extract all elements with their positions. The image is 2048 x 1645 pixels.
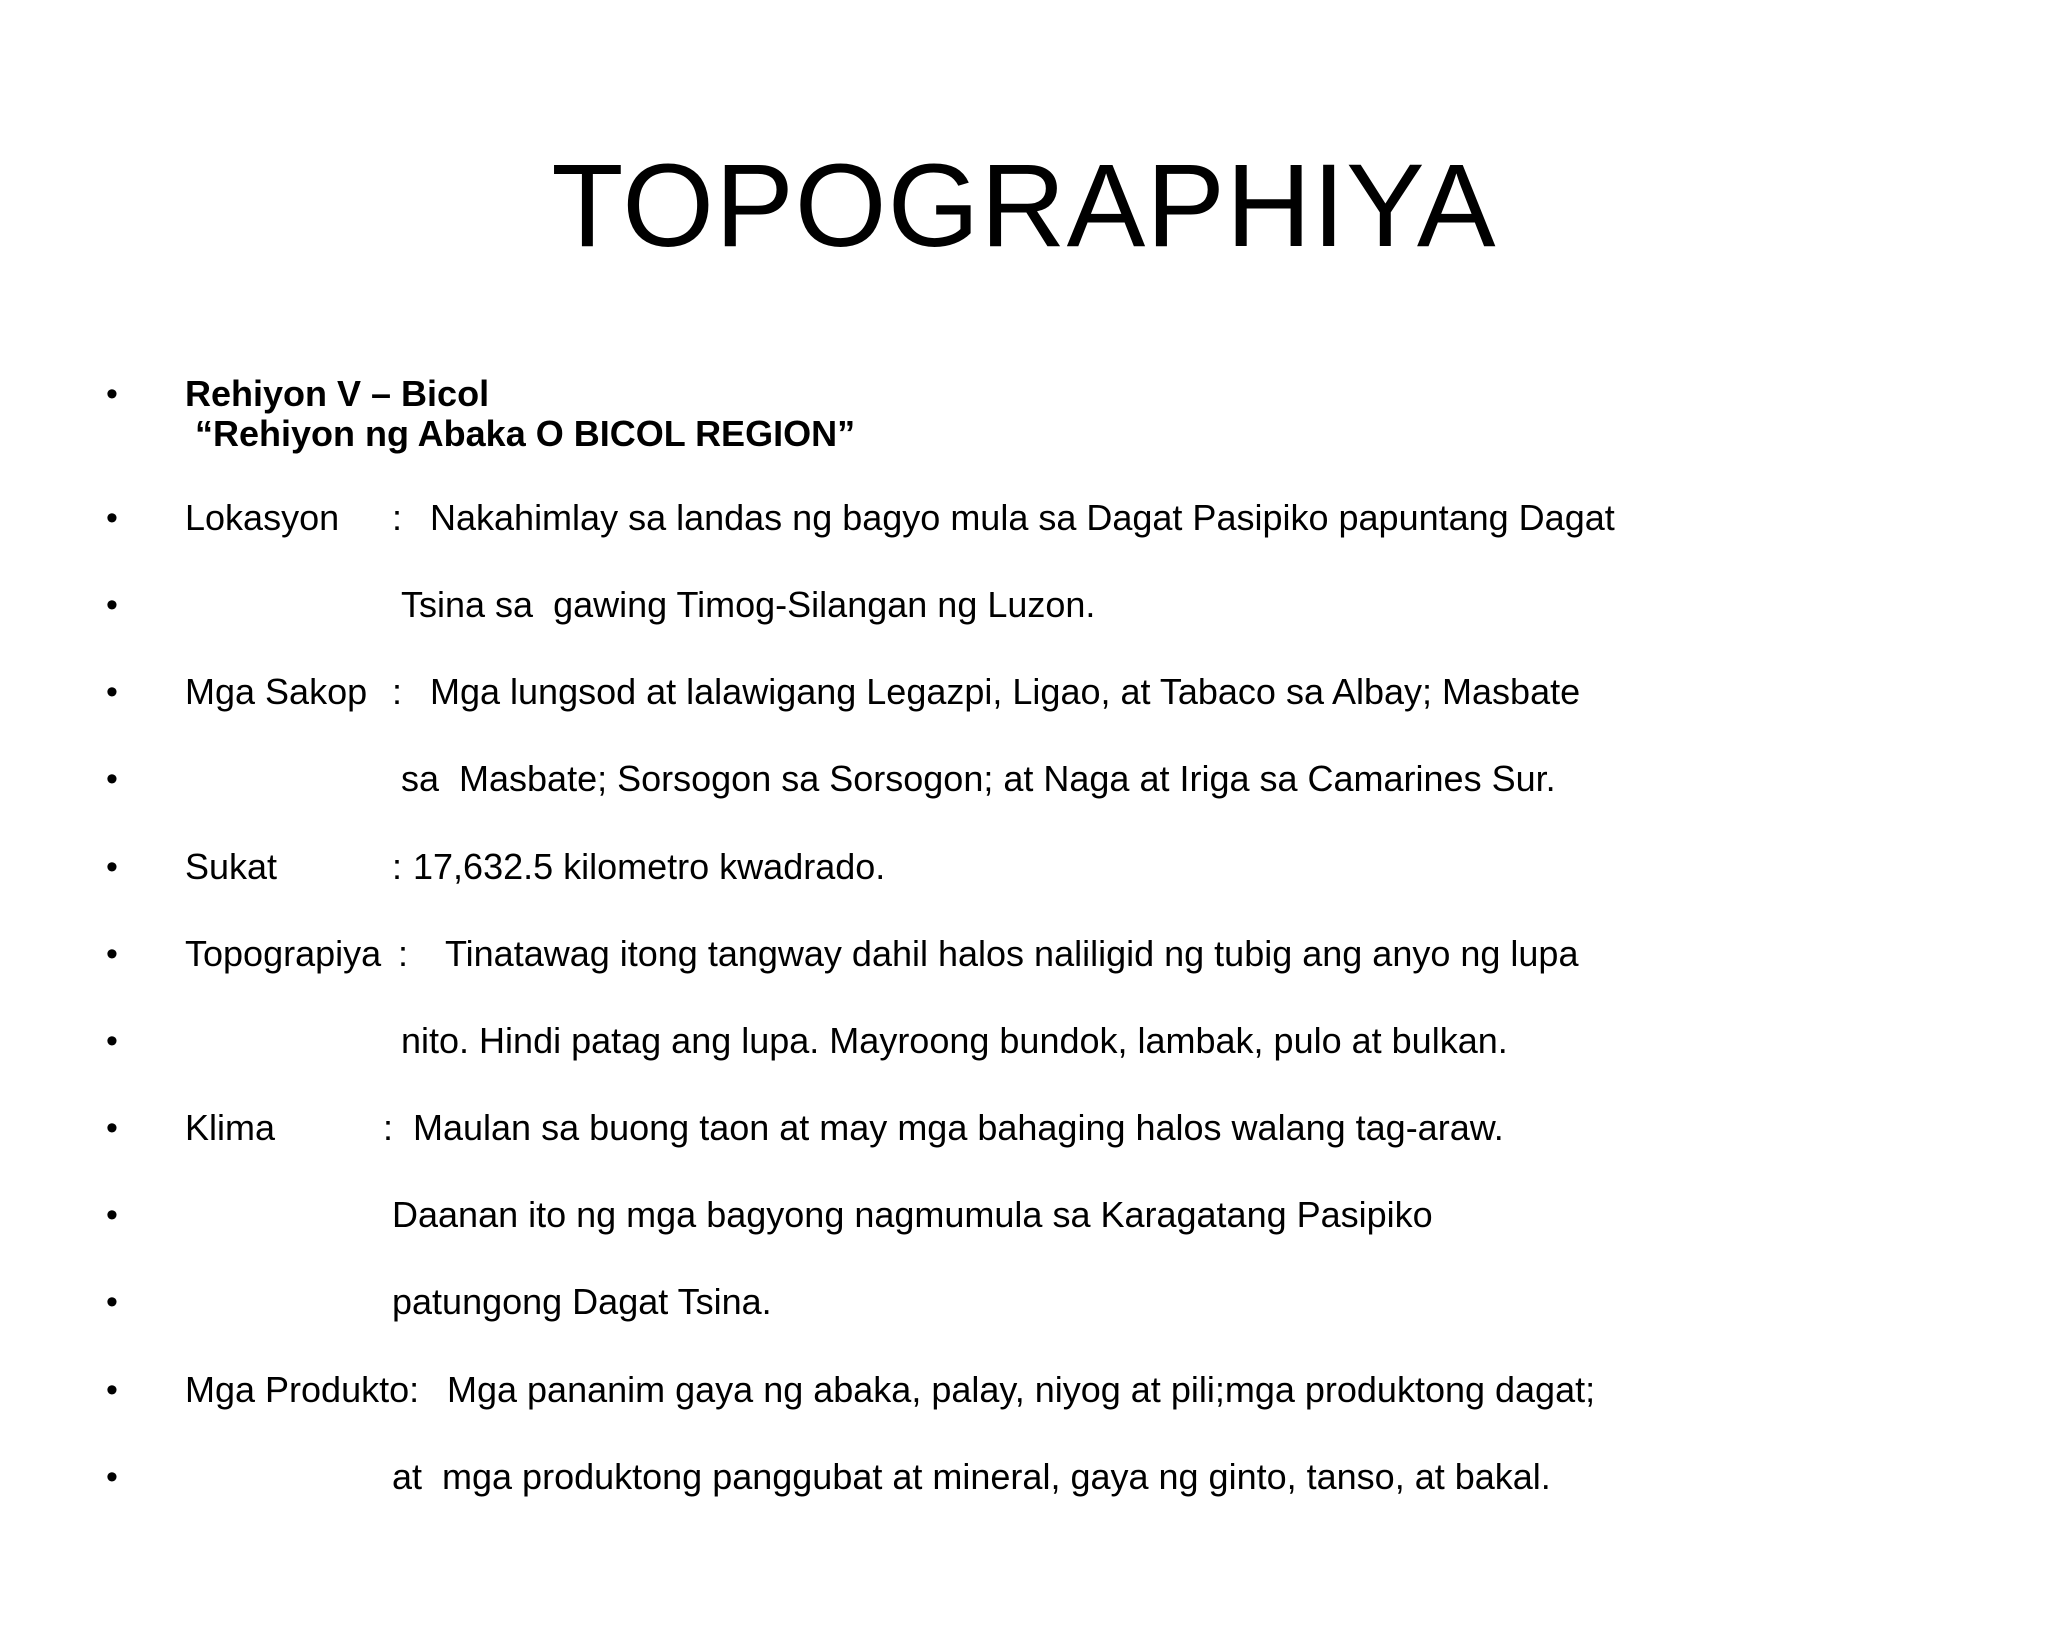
item-text: Mga pananim gaya ng abaka, palay, niyog at pili;mga produktong dagat; [447,1369,1596,1410]
list-item [0,1453,2048,1501]
item-label: Topograpiya [185,933,382,974]
bullet-icon: • [106,586,118,624]
item-colon: : [383,1107,394,1148]
item-colon: : [392,846,403,887]
list-item [0,668,2048,716]
item-colon: : [392,497,403,538]
item-colon: : [398,933,409,974]
bullet-icon: • [106,1022,118,1060]
region-nickname: “Rehiyon ng Abaka O BICOL REGION” [195,413,856,454]
list-item [0,1017,2048,1065]
list-item [0,755,2048,803]
list-item [0,1366,2048,1414]
bullet-icon: • [106,673,118,711]
bullet-icon: • [106,935,118,973]
list-item [0,1191,2048,1239]
item-text: Tinatawag itong tangway dahil halos naliligid ng tubig ang anyo ng lupa [445,933,1579,974]
item-label: Lokasyon [185,497,340,538]
list-item [0,843,2048,891]
item-text: Mga lungsod at lalawigang Legazpi, Ligao, at Tabaco sa Albay; Masbate [430,671,1581,712]
list-item [0,930,2048,978]
bullet-icon: • [106,1283,118,1321]
item-text: Maulan sa buong taon at may mga bahaging halos walang tag-araw. [413,1107,1504,1148]
item-label: Sukat [185,846,278,887]
item-text: Tsina sa gawing Timog-Silangan ng Luzon. [401,584,1096,625]
list-item-heading-subtitle [0,410,2048,458]
item-text: Nakahimlay sa landas ng bagyo mula sa Dagat Pasipiko papuntang Dagat [430,497,1615,538]
bullet-icon: • [106,1371,118,1409]
list-item [0,581,2048,629]
item-label: Mga Produkto: [185,1369,420,1410]
item-text: 17,632.5 kilometro kwadrado. [413,846,886,887]
region-heading: Rehiyon V – Bicol [185,373,490,414]
item-text: at mga produktong panggubat at mineral, gaya ng ginto, tanso, at bakal. [392,1456,1551,1497]
list-item [0,494,2048,542]
bullet-icon: • [106,1196,118,1234]
item-text: sa Masbate; Sorsogon sa Sorsogon; at Naga at Iriga sa Camarines Sur. [401,758,1556,799]
list-item [0,1104,2048,1152]
item-text: Daanan ito ng mga bagyong nagmumula sa Karagatang Pasipiko [392,1194,1433,1235]
bullet-icon: • [106,1109,118,1147]
bullet-icon: • [106,499,118,537]
item-colon: : [392,671,403,712]
slide-title: TOPOGRAPHIYA [551,140,1497,272]
item-text: nito. Hindi patag ang lupa. Mayroong bundok, lambak, pulo at bulkan. [401,1020,1508,1061]
item-label: Klima [185,1107,276,1148]
list-item [0,1278,2048,1326]
item-text: patungong Dagat Tsina. [392,1281,772,1322]
item-label: Mga Sakop [185,671,368,712]
bullet-icon: • [106,760,118,798]
bullet-icon: • [106,848,118,886]
bullet-icon: • [106,1458,118,1496]
bullet-icon: • [106,375,118,413]
